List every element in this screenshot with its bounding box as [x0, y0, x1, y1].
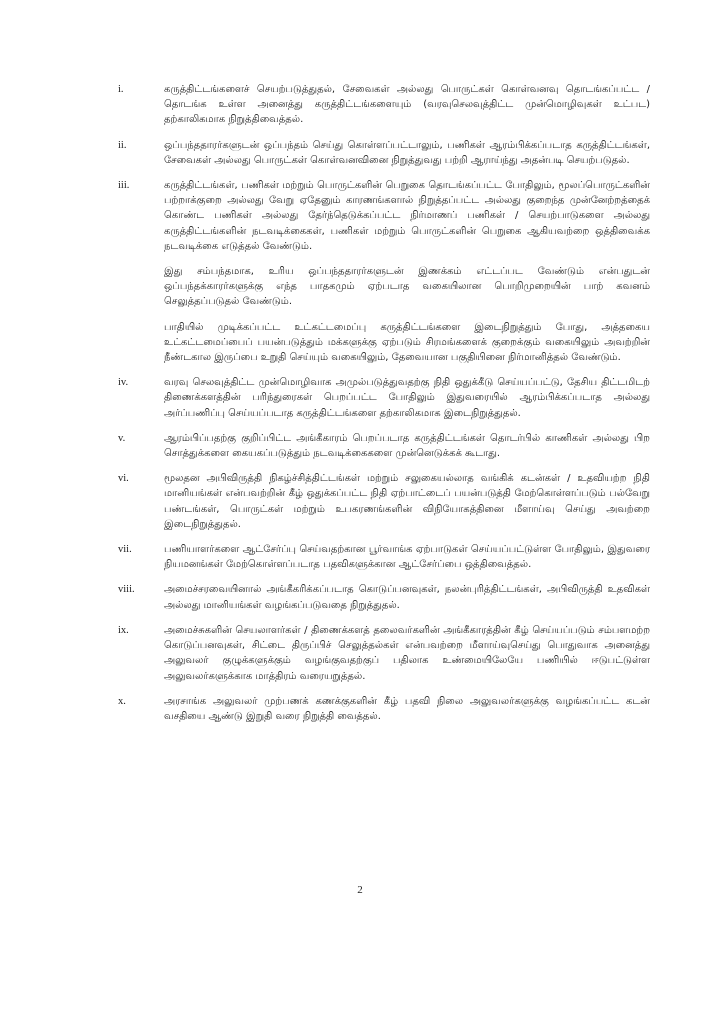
numbered-list [118, 82, 650, 734]
list-item-numeral: vi. [118, 473, 129, 485]
list-item-numeral: ix. [118, 624, 129, 636]
page-number: 2 [357, 884, 363, 896]
list-item-paragraph: அரசாங்க அலுவலர் முற்பணக் கணக்குகளின் கீழ் பதவி நிலை அலுவலர்களுக்கு வழங்கப்பட்ட கடன் வசதியை ஆண்டு இறுதி வரை நிறுத்தி வைத்தல். [164, 695, 650, 722]
list-item [118, 582, 650, 612]
list-item-numeral: ii. [118, 139, 127, 151]
list-item-numeral: viii. [118, 584, 135, 596]
list-item [118, 375, 650, 421]
list-item-body [164, 542, 650, 572]
list-item-paragraph: பணியாளர்களை ஆட்சேர்ப்பு செய்வதற்கான பூர்வாங்க ஏற்பாடுகள் செய்யப்பட்டுள்ள போதிலும், இதுவரை நியமனங்கள் மேற்கொள்ளப்படாத பதவிகளுக்கான ஆட்சேர்ப்பை ஒத்திவைத்தல். [164, 544, 650, 571]
list-item-paragraph: வரவு செலவுத்திட்ட முன்மொழிவாக அமுல்படுத்துவதற்கு நிதி ஒதுக்கீடு செய்யப்பட்டு, தேசிய திட்டமிடற் திணைக்களத்தின் பரிந்துரைகள் பெறப்பட்ட போதிலும் இதுவரையில் ஆரம்பிக்கப்படாத அல்லது அர்ப்பணிப்பு செய்யப்படாத கருத்திட்டங்களை தற்காலிகமாக இடைநிறுத்துதல். [164, 377, 650, 419]
list-item-numeral: vii. [118, 544, 132, 556]
list-item-paragraph: இது சம்பந்தமாக, உரிய ஒப்பந்ததாரர்களுடன் இணக்கம் எட்டப்பட வேண்டும் என்பதுடன் ஒப்பந்தக்காரர்களுக்கு எந்த பாதகமும் ஏற்படாத வகையிலான பொறிமுறையின் பாற் கவனம் செலுத்தப்படுதல் வேண்டும். [164, 266, 650, 308]
list-item [118, 694, 650, 724]
list-item-body [164, 582, 650, 612]
list-item-numeral: iii. [118, 180, 130, 192]
list-item [118, 138, 650, 168]
list-item [118, 82, 650, 128]
list-item [118, 178, 650, 365]
list-item [118, 542, 650, 572]
list-item [118, 431, 650, 461]
list-item [118, 471, 650, 532]
list-item-numeral: v. [118, 432, 126, 444]
list-item-paragraph: கருத்திட்டங்கள், பணிகள் மற்றும் பொருட்களின் பெறுகை தொடங்கப்பட்ட போதிலும், மூலப்பொருட்களின் பற்றாக்குறை அல்லது வேறு ஏதேனும் காரணங்களால் நிறுத்தப்பட்ட அல்லது குறைந்த முன்னேற்றத்தைக் கொண்ட பணிகள் அல்லது தேர்ந்தெடுக்கப்பட்ட நிர்மாணப் பணிகள் / செயற்பாடுகளை அல்லது கருத்திட்டங்களின் நடவடிக்கைகள், பணிகள் மற்றும் பொருட்களின் பெறுகை ஆகியவற்றை ஒத்திவைக்க நடவடிக்கை எடுத்தல் வேண்டும். [164, 180, 650, 252]
list-item-paragraph: ஆரம்பிப்பதற்கு குறிப்பிட்ட அங்கீகாரம் பெறப்படாத கருத்திட்டங்கள் தொடர்பில் காணிகள் அல்லது பிற சொத்துக்களை கையகப்படுத்தும் நடவடிக்கைகளை முன்னெடுக்கக் கூடாது. [164, 432, 650, 460]
list-item-body [164, 82, 650, 128]
list-item-numeral: iv. [118, 377, 129, 389]
list-item-body [164, 375, 650, 421]
list-item-paragraph: அமைச்சுகளின் செயலாளர்கள் / திணைக்களத் தலைவர்களின் அங்கீகாரத்தின் கீழ் செய்யப்படும் சம்பளமற்ற கொடுப்பனவுகள், சிட்டை திருப்பிச் செலுத்தல்கள் என்பவற்றை மீளாய்வுசெய்து பொதுவாக அனைத்து அலுவலர் குழுக்களுக்கும் வழங்குவதற்குப் பதிலாக உண்மையிலேயே பணியில் ஈடுபட்டுள்ள அலுவலர்களுக்காக மாத்திரம் வரையறுத்தல். [164, 624, 650, 682]
list-item-paragraph: ஒப்பந்ததாரர்களுடன் ஒப்பந்தம் செய்து கொள்ளப்பட்டாலும், பணிகள் ஆரம்பிக்கப்படாத கருத்திட்டங்கள், சேவைகள் அல்லது பொருட்கள் கொள்வனவினை நிறுத்துவது பற்றி ஆராய்ந்து அதன்படி செயற்படுதல். [164, 139, 650, 166]
list-item-numeral: x. [118, 695, 126, 707]
list-item-body [164, 623, 650, 684]
list-item-numeral: i. [118, 84, 124, 95]
list-item-body [164, 471, 650, 532]
list-item-paragraph: கருத்திட்டங்களைச் செயற்படுத்துதல், சேவைகள் அல்லது பொருட்கள் கொள்வனவு தொடங்கப்பட்ட / தொடங்க உள்ள அனைத்து கருத்திட்டங்களையும் (வரவுசெலவுத்திட்ட முன்மொழிவுகள் உட்பட) தற்காலிகமாக நிறுத்திவைத்தல். [164, 84, 650, 126]
list-item-body [164, 138, 650, 168]
list-item-paragraph: அமைச்சரவையினால் அங்கீகரிக்கப்படாத கொடுப்பனவுகள், நலன்புரித்திட்டங்கள், அபிவிருத்தி உதவிகள் அல்லது மானியங்கள் வழங்கப்படுவதை நிறுத்துதல். [164, 584, 650, 611]
list-item-body [164, 431, 650, 461]
list-item-paragraph: பாதியில் முடிக்கப்பட்ட உட்கட்டமைப்பு கருத்திட்டங்களை இடைநிறுத்தும் போது, அத்தகைய உட்கட்டமைப்பைப் பயன்படுத்தும் மக்களுக்கு ஏற்படும் சிரமங்களைக் குறைக்கும் வகையிலும் அவற்றின் நீண்டகால இருப்பை உறுதி செய்யும் வகையிலும், தேவையான பகுதியினை நிர்மானித்தல் வேண்டும். [164, 321, 650, 364]
list-item [118, 623, 650, 684]
list-item-paragraph: மூலதன அபிவிருத்தி நிகழ்ச்சித்திட்டங்கள் மற்றும் சலுகையல்லாத வங்கிக் கடன்கள் / உதவியற்ற நிதி மானியங்கள் என்பவற்றின் கீழ் ஒதுக்கப்பட்ட நிதி ஏற்பாட்டைப் பயன்படுத்தி மேற்கொள்ளப்படும் பல்வேறு பண்டங்கள், பொருட்கள் மற்றும் உபகரணங்களின் விநியோகத்தினை மீளாய்வு செய்து அவற்றை இடைநிறுத்துதல். [164, 473, 650, 530]
list-item-body [164, 694, 650, 724]
list-item-body [164, 178, 650, 365]
